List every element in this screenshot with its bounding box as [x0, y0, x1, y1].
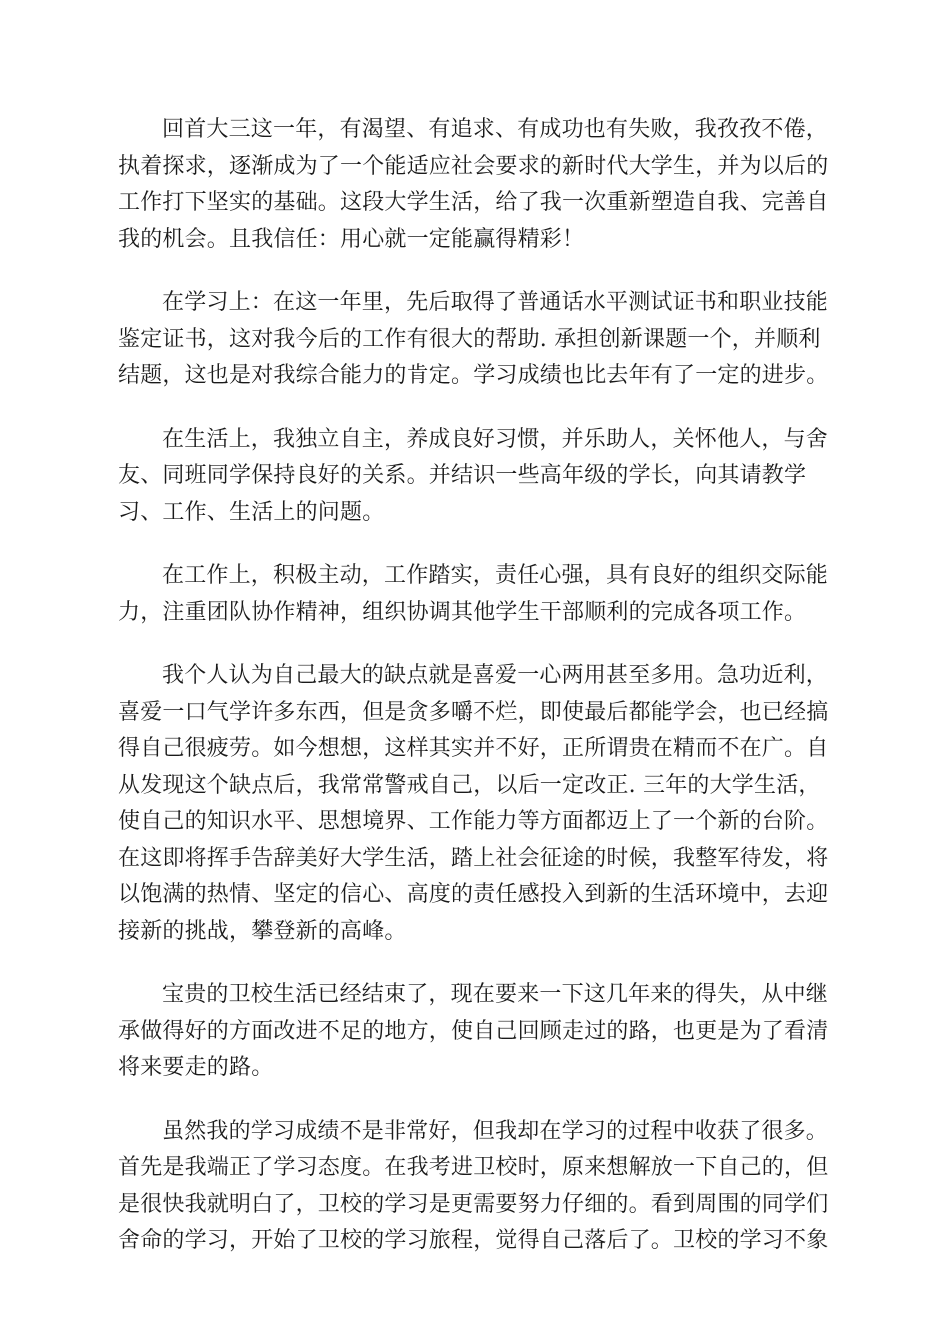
text-line: 宝贵的卫校生活已经结束了，现在要来一下这几年来的得失，从中继: [162, 982, 829, 1007]
text-line: 在学习上：在这一年里，先后取得了普通话水平测试证书和职业技能: [162, 290, 829, 315]
text-line: 以饱满的热情、坚定的信心、高度的责任感投入到新的生活环境中，去迎: [118, 882, 829, 907]
text-line: 得自己很疲劳。如今想想，这样其实并不好，正所谓贵在精而不在广。自: [118, 736, 829, 761]
text-line: 在这即将挥手告辞美好大学生活，踏上社会征途的时候，我整军待发，将: [118, 845, 829, 871]
text-line: 舍命的学习，开始了卫校的学习旅程，觉得自己落后了。卫校的学习不象: [118, 1228, 829, 1253]
text-line: 从发现这个缺点后，我常常警戒自己，以后一定改正. 三年的大学生活，: [118, 772, 821, 798]
text-line: 在工作上，积极主动，工作踏实，责任心强，具有良好的组织交际能: [162, 563, 829, 588]
text-line: 工作打下坚实的基础。这段大学生活，给了我一次重新塑造自我、完善自: [118, 190, 829, 215]
paragraph-school-life: [118, 977, 834, 1087]
text-line: 鉴定证书，这对我今后的工作有很大的帮助. 承担创新课题一个，并顺利: [118, 326, 821, 352]
text-line: 将来要走的路。: [118, 1055, 274, 1080]
text-line: 结题，这也是对我综合能力的肯定。学习成绩也比去年有了一定的进步。: [118, 363, 829, 388]
paragraph-work: [118, 558, 834, 631]
text-line: 回首大三这一年，有渴望、有追求、有成功也有失败，我孜孜不倦，: [162, 117, 829, 142]
text-line: 习、工作、生活上的问题。: [118, 499, 385, 525]
text-line: 是很快我就明白了，卫校的学习是更需要努力仔细的。看到周围的同学们: [118, 1191, 829, 1217]
text-line: 接新的挑战，攀登新的高峰。: [118, 918, 407, 944]
text-line: 我的机会。且我信任：用心就一定能赢得精彩！: [118, 226, 585, 252]
text-line: 我个人认为自己最大的缺点就是喜爱一心两用甚至多用。急功近利，: [162, 663, 829, 688]
text-line: 使自己的知识水平、思想境界、工作能力等方面都迈上了一个新的台阶。: [118, 809, 829, 834]
text-line: 承做得好的方面改进不足的地方，使自己回顾走过的路，也更是为了看清: [118, 1018, 829, 1044]
paragraph-shortcomings: [118, 658, 834, 950]
text-line: 在生活上，我独立自主，养成良好习惯，并乐助人，关怀他人，与舍: [162, 426, 829, 452]
text-line: 友、同班同学保持良好的关系。并结识一些高年级的学长，向其请教学: [118, 463, 807, 488]
text-line: 力，注重团队协作精神，组织协调其他学生干部顺利的完成各项工作。: [118, 599, 807, 625]
document-page: [118, 112, 834, 1287]
paragraph-learning-attitude: [118, 1114, 834, 1260]
text-line: 虽然我的学习成绩不是非常好，但我却在学习的过程中收获了很多。: [162, 1118, 829, 1144]
text-line: 执着探求，逐渐成为了一个能适应社会要求的新时代大学生，并为以后的: [118, 153, 829, 179]
paragraph-life: [118, 422, 834, 532]
paragraph-reflection: [118, 112, 834, 258]
paragraph-study: [118, 285, 834, 395]
text-line: 喜爱一口气学许多东西，但是贪多嚼不烂，即使最后都能学会，也已经搞: [118, 699, 829, 725]
text-line: 首先是我端正了学习态度。在我考进卫校时，原来想解放一下自己的，但: [118, 1155, 829, 1180]
